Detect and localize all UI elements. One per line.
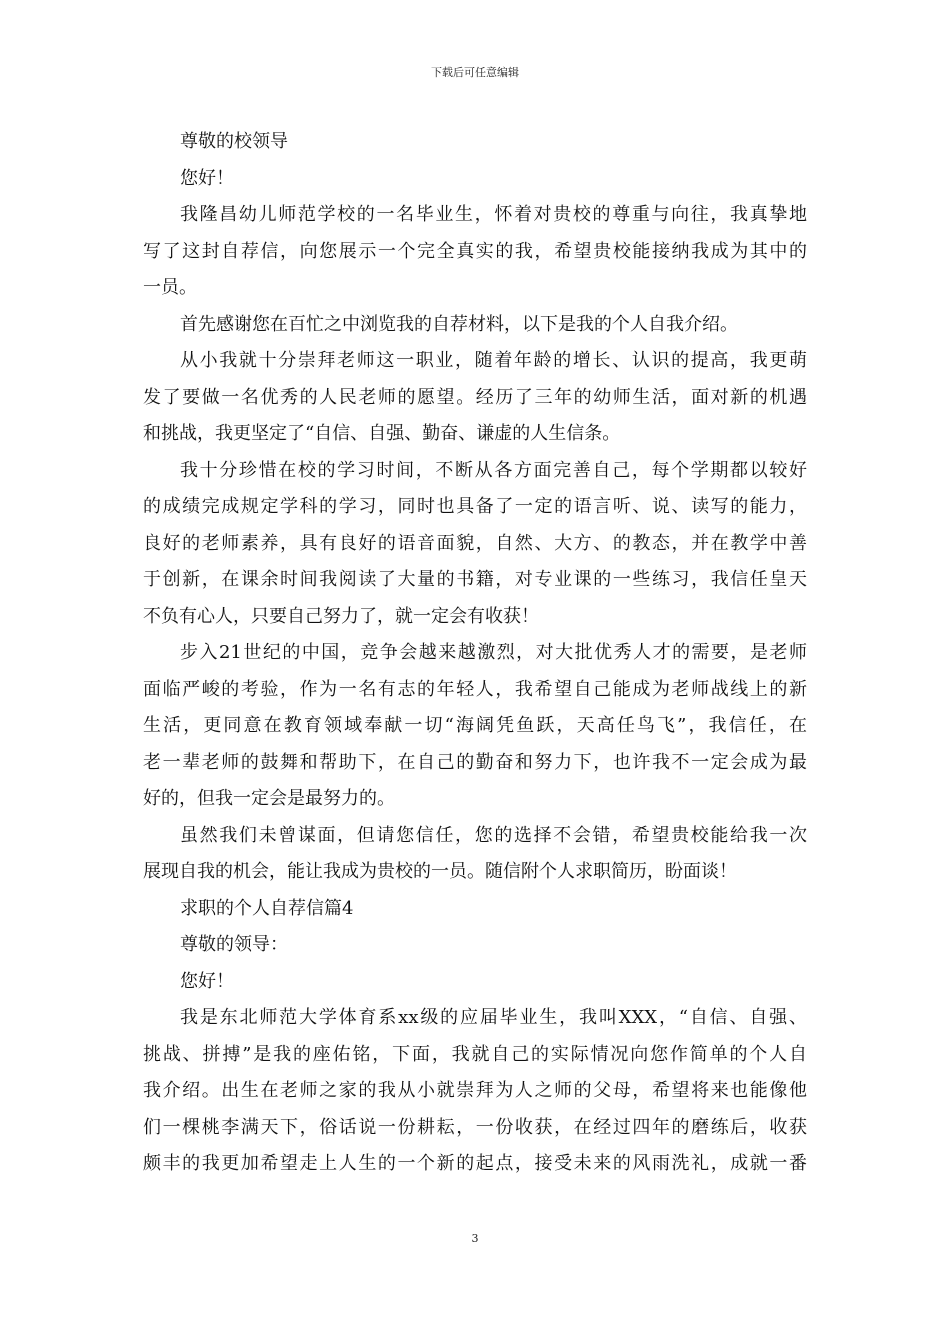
paragraph-line: 我隆昌幼儿师范学校的一名毕业生，怀着对贵校的尊重与向往，我真挚地 — [180, 204, 807, 225]
paragraph-line: 步入21世纪的中国，竞争会越来越激烈，对大批优秀人才的需要，是老师 — [180, 642, 807, 663]
paragraph-line: 良好的老师素养，具有良好的语音面貌，自然、大方、的教态，并在教学中善 — [143, 532, 807, 554]
greeting: 您好！ — [180, 970, 234, 992]
paragraph-line: 我十分珍惜在校的学习时间，不断从各方面完善自己，每个学期都以较好 — [180, 459, 807, 481]
paragraph-line: 生活，更同意在教育领域奉献一切“海阔凭鱼跃，天高任鸟飞”，我信任，在 — [143, 715, 807, 736]
paragraph-line: 从小我就十分崇拜老师这一职业，随着年龄的增长、认识的提高，我更萌 — [180, 350, 807, 371]
page-header: 下载后可任意编辑 — [431, 66, 519, 79]
paragraph-line: 我介绍。出生在老师之家的我从小就崇拜为人之师的父母，希望将来也能像他 — [143, 1080, 807, 1101]
paragraph-line: 发了要做一名优秀的人民老师的愿望。经历了三年的幼师生活，面对新的机遇 — [143, 386, 807, 408]
paragraph-line: 老一辈老师的鼓舞和帮助下，在自己的勤奋和努力下，也许我不一定会成为最 — [143, 751, 807, 773]
salutation: 尊敬的校领导 — [180, 131, 288, 152]
greeting: 您好！ — [180, 167, 234, 189]
paragraph-line: 于创新，在课余时间我阅读了大量的书籍，对专业课的一些练习，我信任皇天 — [143, 569, 807, 590]
paragraph-line: 展现自我的机会，能让我成为贵校的一员。随信附个人求职简历，盼面谈！ — [143, 861, 737, 882]
document-body — [143, 124, 807, 1183]
paragraph-line: 们一棵桃李满天下，俗话说一份耕耘，一份收获，在经过四年的磨练后，收获 — [143, 1116, 807, 1138]
paragraph-line: 一员。 — [143, 277, 197, 298]
salutation: 尊敬的领导： — [180, 934, 288, 955]
paragraph-line: 我是东北师范大学体育系xx级的应届毕业生，我叫XXX，“自信、自强、 — [180, 1007, 807, 1028]
paragraph-line: 不负有心人，只要自己努力了，就一定会有收获！ — [143, 605, 539, 627]
section-title: 求职的个人自荐信篇4 — [180, 897, 354, 919]
paragraph-line: 和挑战，我更坚定了“自信、自强、勤奋、谦虚的人生信条。 — [143, 423, 621, 444]
page-number: 3 — [471, 1232, 479, 1245]
paragraph-line: 好的，但我一定会是最努力的。 — [143, 788, 395, 809]
paragraph-line: 颇丰的我更加希望走上人生的一个新的起点，接受未来的风雨洗礼，成就一番 — [143, 1153, 807, 1174]
paragraph-line: 面临严峻的考验，作为一名有志的年轻人，我希望自己能成为老师战线上的新 — [143, 678, 807, 700]
paragraph-line: 虽然我们未曾谋面，但请您信任，您的选择不会错，希望贵校能给我一次 — [180, 824, 807, 846]
paragraph-line: 挑战、拼搏”是我的座佑铭，下面，我就自己的实际情况向您作简单的个人自 — [143, 1043, 807, 1065]
paragraph-line: 写了这封自荐信，向您展示一个完全真实的我，希望贵校能接纳我成为其中的 — [143, 240, 807, 262]
paragraph-line: 首先感谢您在百忙之中浏览我的自荐材料，以下是我的个人自我介绍。 — [180, 313, 738, 335]
paragraph-line: 的成绩完成规定学科的学习，同时也具备了一定的语言听、说、读写的能力， — [143, 496, 807, 517]
